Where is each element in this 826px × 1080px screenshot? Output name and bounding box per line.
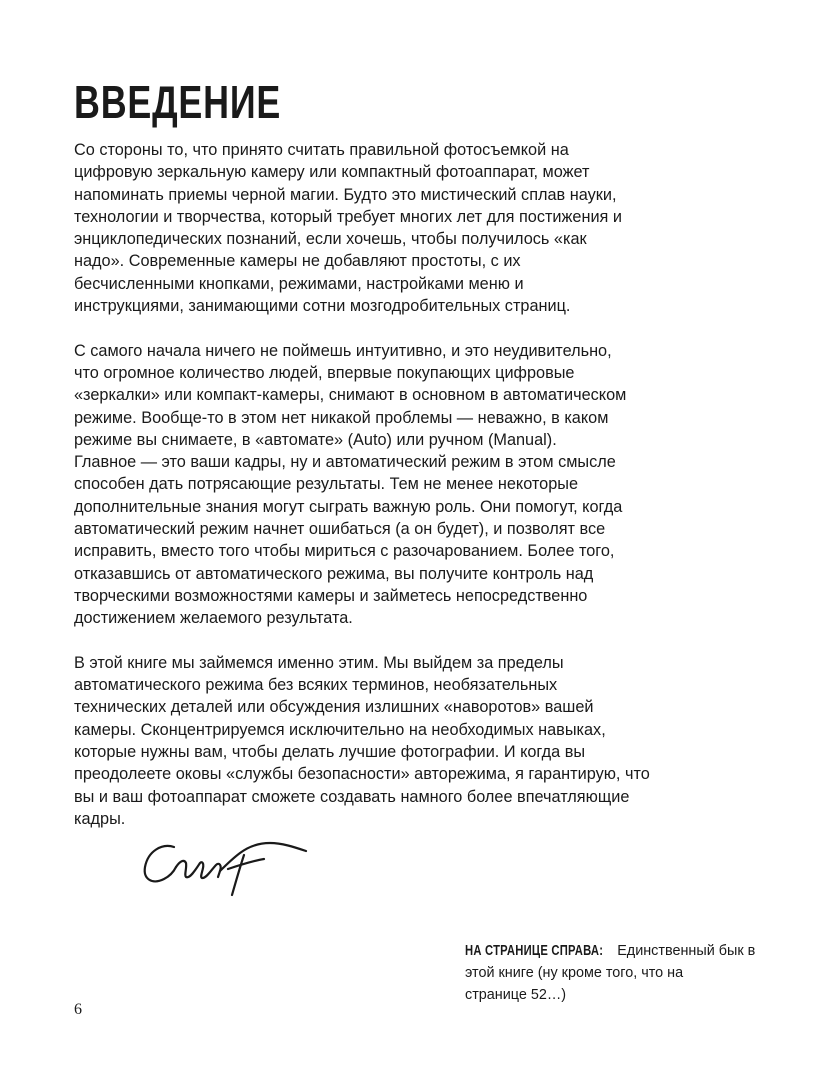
text-line: бесчисленными кнопками, режимами, настройками меню и	[74, 274, 524, 293]
text-line: технических деталей или обсуждения излишних «наворотов» вашей	[74, 698, 594, 717]
caption-text: Единственный бык в	[613, 943, 756, 959]
text-line: что огромное количество людей, впервые покупающих цифровые	[74, 363, 575, 382]
text-line: дополнительные знания могут сыграть важную роль. Они помогут, когда	[74, 497, 623, 516]
text-line: автоматического режима без всяких терминов, необязательных	[74, 676, 558, 695]
text-line: кадры.	[74, 809, 126, 828]
text-line: цифровую зеркальную камеру или компактный фотоаппарат, может	[74, 163, 590, 182]
text-line: С самого начала ничего не поймешь интуитивно, и это неудивительно,	[74, 341, 612, 360]
caption-line: этой книге (ну кроме того, что на	[465, 965, 684, 981]
body-text	[74, 139, 650, 853]
text-line: энциклопедических познаний, если хочешь, чтобы получилось «как	[74, 230, 587, 249]
text-line: достижением желаемого результата.	[74, 609, 353, 628]
page-title: ВВЕДЕНИЕ	[74, 76, 282, 128]
text-line: режиме. Вообще-то в этом нет никакой проблемы — неважно, в каком	[74, 408, 609, 427]
caption-label: НА СТРАНИЦЕ СПРАВА:	[465, 943, 604, 959]
text-line: напоминать приемы черной магии. Будто это мистический сплав науки,	[74, 185, 617, 204]
text-line: режиме вы снимаете, в «автомате» (Auto) или ручном (Manual).	[74, 430, 557, 449]
photo-caption	[465, 940, 756, 1006]
text-line: «зеркалки» или компакт-камеры, снимают в основном в автоматическом	[74, 386, 627, 405]
text-line: Главное — это ваши кадры, ну и автоматический режим в этом смысле	[74, 453, 616, 472]
paragraph-2	[74, 340, 627, 630]
text-line: технологии и творчества, который требует многих лет для постижения и	[74, 207, 622, 226]
page-number: 6	[74, 1001, 82, 1018]
paragraph-1	[74, 139, 622, 317]
text-line: способен дать потрясающие результаты. Тем не менее некоторые	[74, 475, 579, 494]
author-signature	[140, 835, 310, 900]
text-line: инструкциями, занимающими сотни мозгодробительных страниц.	[74, 297, 571, 316]
text-line: творческими возможностями камеры и займетесь непосредственно	[74, 586, 588, 605]
text-line: автоматический режим начнет ошибаться (а он будет), и позволят все	[74, 520, 606, 539]
text-line: В этой книге мы займемся именно этим. Мы выйдем за пределы	[74, 653, 564, 672]
text-line: исправить, вместо того чтобы мириться с разочарованием. Более того,	[74, 542, 615, 561]
paragraph-3	[74, 652, 650, 830]
text-line: камеры. Сконцентрируемся исключительно на необходимых навыках,	[74, 720, 606, 739]
text-line: Со стороны то, что принято считать правильной фотосъемкой на	[74, 141, 569, 159]
text-line: вы и ваш фотоаппарат сможете создавать намного более впечатляющие	[74, 787, 630, 806]
text-line: которые нужны вам, чтобы делать лучшие фотографии. И когда вы	[74, 743, 586, 762]
caption-line: странице 52…)	[465, 987, 567, 1003]
text-line: надо». Современные камеры не добавляют простоты, с их	[74, 252, 521, 271]
caption-line	[465, 940, 756, 962]
text-line: отказавшись от автоматического режима, вы получите контроль над	[74, 564, 594, 583]
text-line: преодолеете оковы «службы безопасности» авторежима, я гарантирую, что	[74, 765, 650, 784]
